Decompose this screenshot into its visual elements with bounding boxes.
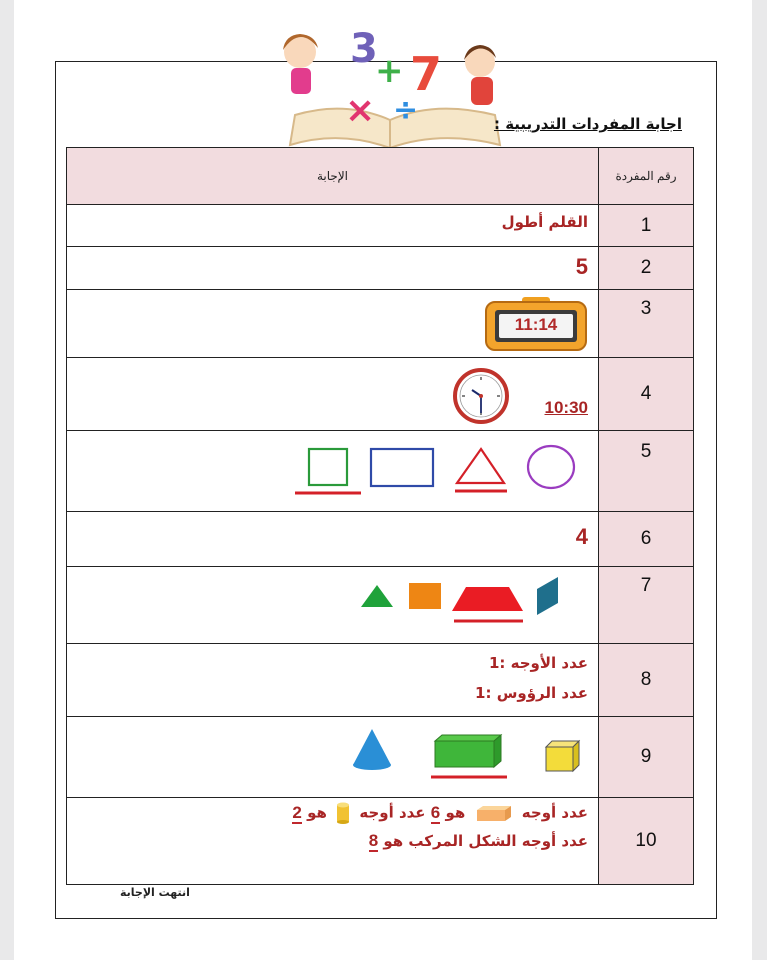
table-row: [67, 358, 694, 431]
faces-line-2: عدد أوجه الشكل المركب هو 8: [368, 831, 588, 850]
answer-cell: [67, 717, 599, 798]
answer-cell: [67, 247, 599, 290]
digital-time: 11:14: [514, 315, 558, 334]
answer-cell: [67, 358, 599, 431]
faces-line-1: عدد أوجه هو 6 عدد أوجه هو 2: [292, 802, 588, 824]
rectangle-shape: [371, 449, 433, 486]
time-answer: 10:30: [544, 398, 588, 417]
answer-cell: [67, 205, 599, 247]
table-row: [67, 290, 694, 358]
triangle-shape: [457, 449, 504, 483]
vertices-count: عدد الرؤوس :1: [475, 684, 588, 702]
table-row: [67, 644, 694, 717]
answer-value: 5: [575, 254, 588, 279]
red-trapezoid: [452, 587, 523, 611]
answer-cell: [67, 290, 599, 358]
green-triangle: [361, 585, 393, 607]
analog-clock-icon: [452, 368, 510, 424]
blue-parallelogram: [537, 577, 558, 615]
table-row: [67, 205, 694, 247]
table-row: [67, 247, 694, 290]
table-row: [67, 717, 694, 798]
orange-square: [409, 583, 441, 609]
digit-3: 3: [350, 26, 378, 72]
answer-text: القلم أطول: [501, 213, 588, 231]
table-row: [67, 798, 694, 885]
table-header-row: [67, 148, 694, 205]
colored-shapes: [361, 573, 571, 633]
page-title: اجابة المفردات التدريبية :: [493, 115, 682, 133]
cylinder-icon: [336, 802, 350, 824]
table-row: [67, 431, 694, 512]
circle-shape: [528, 446, 574, 488]
row-number: 2: [599, 247, 694, 290]
answer-cell: [67, 512, 599, 567]
answer-cell: [67, 644, 599, 717]
solid-shapes: [349, 727, 589, 789]
row-number: 5: [599, 431, 694, 512]
kids-math-illustration: [255, 20, 525, 155]
row-number: 1: [599, 205, 694, 247]
row-number: 8: [599, 644, 694, 717]
header-item-number: رقم المفردة: [599, 148, 694, 205]
header-answer: الإجابة: [67, 148, 599, 205]
table-row: [67, 512, 694, 567]
plus-symbol: +: [375, 51, 404, 91]
row-number: 10: [599, 798, 694, 885]
divide-symbol: ÷: [393, 93, 419, 128]
row-number: 7: [599, 567, 694, 644]
row-number: 9: [599, 717, 694, 798]
row-number: 4: [599, 358, 694, 431]
row-number: 6: [599, 512, 694, 567]
plane-shapes: [293, 443, 583, 499]
faces-count: عدد الأوجه :1: [488, 654, 588, 672]
cone-shape: [353, 729, 391, 765]
end-of-answers-note: انتهت الإجابة: [120, 886, 190, 899]
answer-cell: [67, 431, 599, 512]
answer-cell: [67, 798, 599, 885]
box-icon: [475, 804, 513, 822]
multiply-symbol: ×: [345, 90, 376, 131]
answer-cell: [67, 567, 599, 644]
answers-table: [66, 147, 694, 885]
answer-value: 4: [575, 524, 588, 549]
square-shape: [309, 449, 347, 485]
digital-clock: [484, 296, 588, 352]
digit-7: 7: [410, 47, 443, 101]
row-number: 3: [599, 290, 694, 358]
table-row: [67, 567, 694, 644]
cube-shape: [546, 747, 573, 771]
rectangular-prism: [435, 741, 494, 767]
